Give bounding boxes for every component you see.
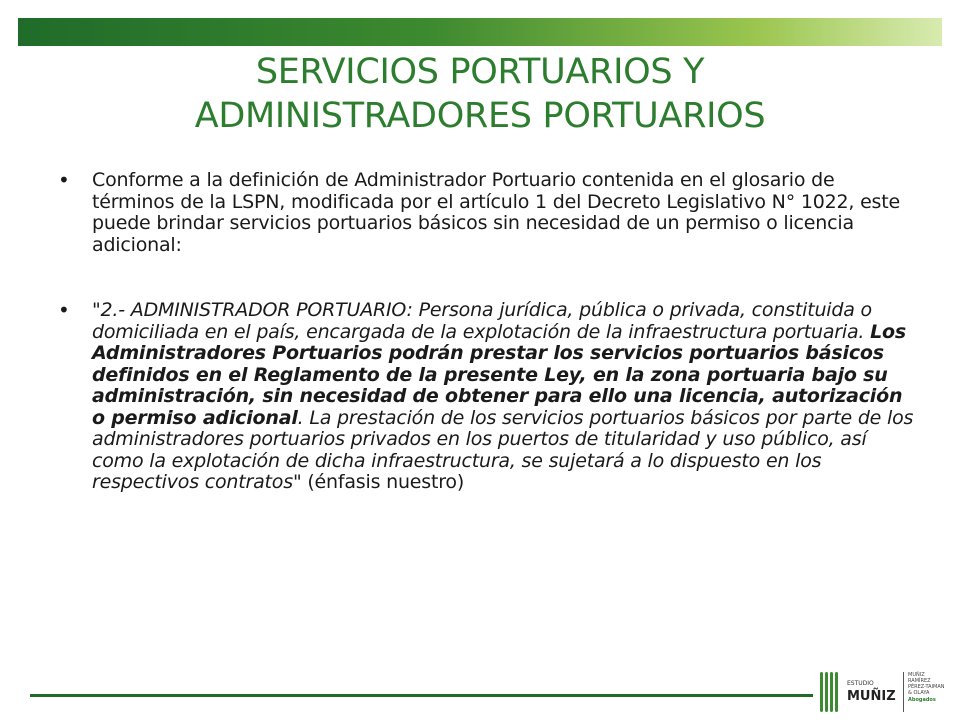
logo-partner: & OLAYA bbox=[908, 690, 930, 696]
bullet-text: Conforme a la definición de Administrador Portuario contenida en el glosario de términos de la LSPN, modificada por el artículo 1 del Decreto Legislativo N° 1022, este puede brindar servicios portuarios básicos sin necesidad de un permiso o licencia adicional: bbox=[92, 169, 900, 256]
slide-title-line-1: SERVICIOS PORTUARIOS Y bbox=[255, 52, 705, 92]
header-gradient-bar bbox=[18, 18, 942, 46]
quote-definition-text: : Persona jurídica, pública o privada, constituida o domiciliada en el país, encargada de la explotación de la infraestructura portuaria. bbox=[92, 299, 872, 343]
logo-tagline: Abogados bbox=[908, 697, 936, 703]
bullet-item-quote bbox=[58, 300, 918, 494]
logo-name-text: MUÑIZ bbox=[847, 689, 896, 704]
logo-partner: MUÑIZ bbox=[908, 672, 925, 678]
logo-stripes-icon bbox=[820, 672, 842, 712]
logo-divider bbox=[903, 672, 904, 712]
logo-studio-text: ESTUDIO bbox=[847, 680, 874, 687]
slide-body bbox=[58, 170, 918, 494]
slide-title-line-2: ADMINISTRADORES PORTUARIOS bbox=[194, 96, 766, 136]
bullet-icon: • bbox=[58, 298, 70, 322]
quote-open-mark: " bbox=[92, 299, 101, 321]
logo-partners bbox=[908, 672, 948, 703]
quote-emphasis-text: Los Administradores Portuarios podrán prestar los servicios portuarios básicos definidos en el Reglamento de la presente Ley, en la zona portuaria bajo su administración, sin necesidad de obtener para ello una licencia, autorización o permiso adicional bbox=[92, 320, 906, 429]
quote-text bbox=[92, 300, 918, 494]
slide-title bbox=[0, 50, 960, 138]
bullet-item-definition bbox=[58, 170, 918, 256]
quote-continuation-text: . La prestación de los servicios portuarios básicos por parte de los administradores portuarios privados en los puertos de titularidad y uso público, así como la explotación de dicha infraestructura, se sujetará a lo dispuesto en los respectivos contratos bbox=[92, 406, 914, 493]
firm-logo bbox=[820, 668, 950, 716]
quote-heading: 2.- ADMINISTRADOR PORTUARIO bbox=[100, 299, 407, 321]
logo-partner: PÉREZ-TAIMAN bbox=[908, 684, 945, 690]
quote-closing-note: " (énfasis nuestro) bbox=[292, 471, 465, 493]
footer-rule bbox=[30, 694, 813, 697]
logo-partner: RAMÍREZ bbox=[908, 678, 931, 684]
bullet-icon: • bbox=[58, 168, 70, 192]
